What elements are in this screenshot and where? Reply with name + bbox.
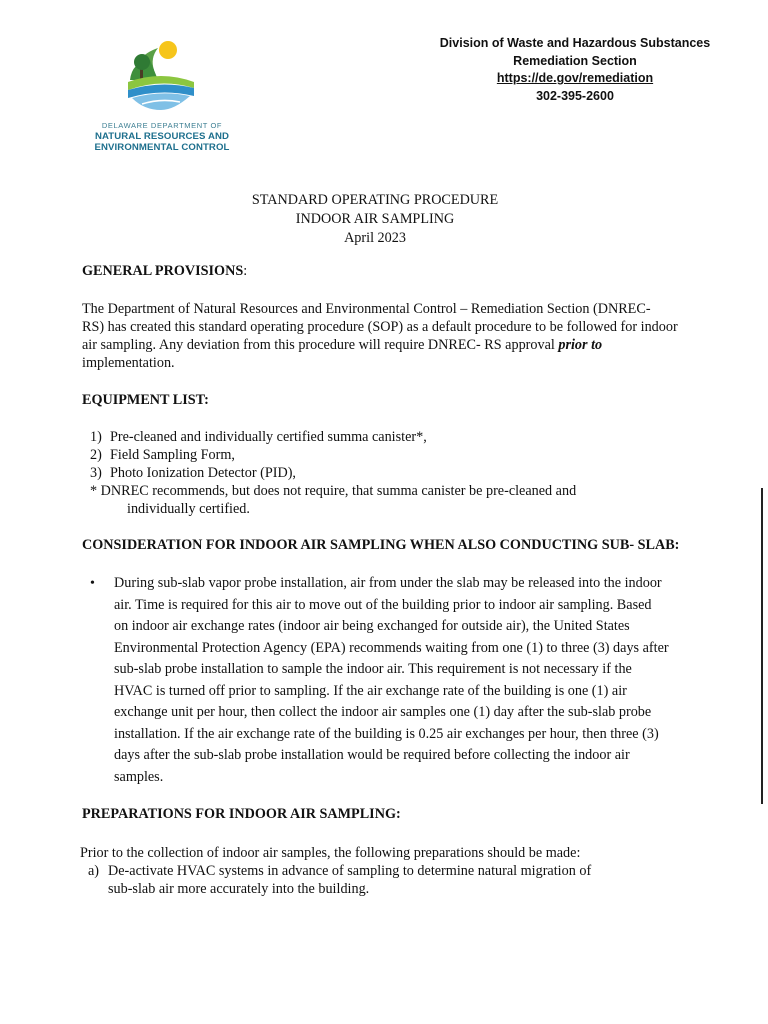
preparations-item-a: a) De-activate HVAC systems in advance of sampling to determine natural migration of sub-slab air more accurately into the building. <box>88 863 592 897</box>
equipment-note-line-2: individually certified. <box>127 501 250 517</box>
consideration-bullet-text: • During sub-slab vapor probe installation, air from under the slab may be released into the indoor air. Time is required for this air to move out of the building prior to indoor air sampling. Based on indoor air exchange rates (indoor air being exchanged for outside air), the United States Environmental Protection Agency (EPA) recommends waiting from one (1) to three (3) days after sub-slab probe installation to sample the indoor air. This requirement is not necessary if the HVAC is turned off prior to sampling. If the air exchange rate of the building is one (1) air exchange unit per hour, then collect the indoor air samples one (1) day after the sub-slab probe installation. If the air exchange rate of the building is 0.25 air exchanges per hour, then three (3) days after the sub-slab probe installation would be required before collecting the indoor air samples. <box>90 575 669 785</box>
list-item: 1) Pre-cleaned and individually certified summa canister*, <box>90 429 427 445</box>
division-name: Division of Waste and Hazardous Substances <box>439 36 711 50</box>
general-provisions-paragraph: The Department of Natural Resources and Environmental Control – Remediation Section (DNREC- RS) has created this standard operating procedure (SOP) as a default procedure to be followed for indoor air sampling. Any deviation from this procedure will require DNREC- RS approval prior to implementation. <box>82 301 678 371</box>
logo-line-3: ENVIRONMENTAL CONTROL <box>94 142 230 153</box>
title-line-2: INDOOR AIR SAMPLING <box>295 211 455 227</box>
title-date: April 2023 <box>344 230 406 246</box>
dnrec-logo-icon <box>124 40 198 114</box>
agency-contact-block <box>430 35 720 105</box>
preparations-intro: Prior to the collection of indoor air samples, the following preparations should be made: <box>80 845 581 861</box>
remediation-link[interactable]: https://de.gov/remediation <box>496 71 654 85</box>
equipment-list <box>90 428 730 518</box>
logo-line-2: NATURAL RESOURCES AND <box>94 131 230 142</box>
agency-logo <box>92 40 232 153</box>
list-item: 3) Photo Ionization Detector (PID), <box>90 465 296 481</box>
margin-change-bar <box>761 488 763 804</box>
consideration-heading: CONSIDERATION FOR INDOOR AIR SAMPLING WHEN ALSO CONDUCTING SUB- SLAB: <box>82 537 680 553</box>
emphasis-prior-to: prior to <box>558 337 603 353</box>
phone-number: 302-395-2600 <box>536 88 614 103</box>
bullet-icon: • <box>90 576 95 591</box>
section-name: Remediation Section <box>513 53 637 68</box>
list-item: 2) Field Sampling Form, <box>90 447 235 463</box>
general-provisions-heading: GENERAL PROVISIONS: <box>82 263 248 279</box>
title-line-1: STANDARD OPERATING PROCEDURE <box>251 192 499 208</box>
equipment-note-line-1: * DNREC recommends, but does not require, that summa canister be pre-cleaned and <box>90 483 577 499</box>
preparations-heading: PREPARATIONS FOR INDOOR AIR SAMPLING: <box>82 806 401 822</box>
document-title <box>0 191 750 248</box>
equipment-list-heading: EQUIPMENT LIST: <box>82 392 209 408</box>
logo-line-1: DELAWARE DEPARTMENT OF <box>101 121 223 130</box>
